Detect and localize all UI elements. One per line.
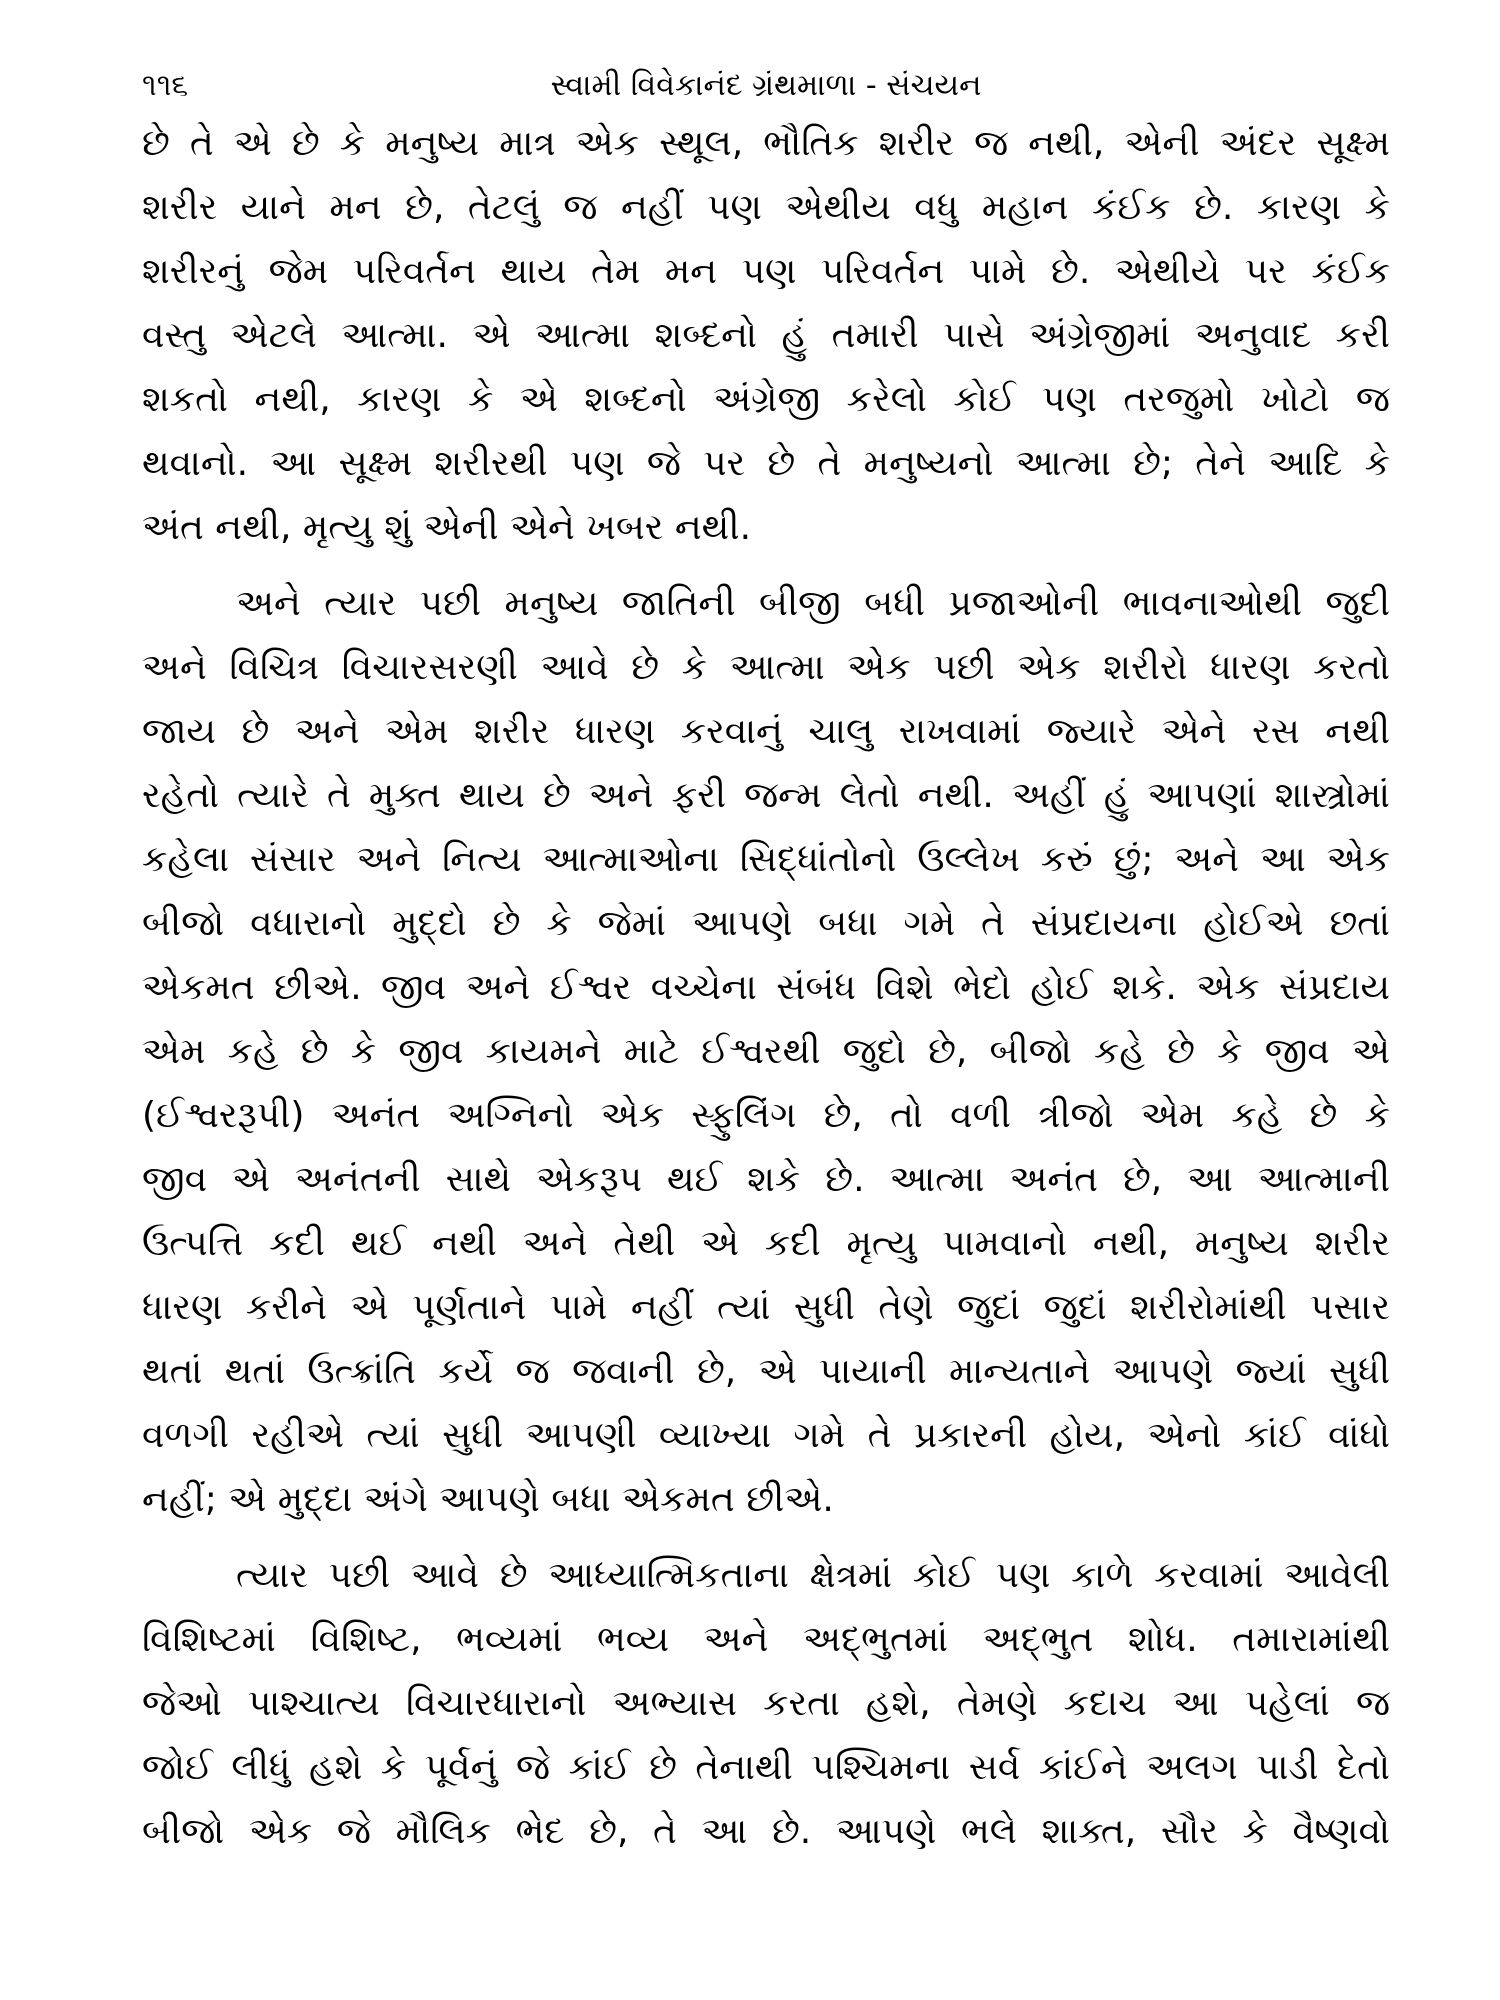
text-line: ધારણ કરીને એ પૂર્ણતાને પામે નહીં ત્યાં સુધી તેણે જુદાં જુદાં શરીરોમાંથી પસાર — [142, 1287, 1390, 1328]
text-line: શરીર યાને મન છે, તેટલું જ નહીં પણ એથીય વધુ મહાન કંઈક છે. કારણ કે — [142, 187, 1390, 228]
text-line: જાય છે અને એમ શરીર ધારણ કરવાનું ચાલુ રાખવામાં જ્યારે એને રસ નથી — [142, 711, 1390, 752]
text-line: બીજો એક જે મૌલિક ભેદ છે, તે આ છે. આપણે ભલે શાક્ત, સૌર કે વૈષ્ણવો — [142, 1811, 1390, 1852]
text-line: અંત નથી, મૃત્યુ શું એની એને ખબર નથી. — [142, 507, 752, 548]
paragraph-2 — [142, 572, 1390, 1532]
text-line: ત્યાર પછી આવે છે આધ્યાત્મિકતાના ક્ષેત્રમાં કોઈ પણ કાળે કરવામાં આવેલી — [236, 1555, 1390, 1596]
text-line: થવાનો. આ સૂક્ષ્મ શરીરથી પણ જે પર છે તે મનુષ્યનો આત્મા છે; તેને આદિ કે — [142, 443, 1390, 484]
page-number: ૧૧૬ — [142, 68, 189, 103]
text-line: જોઈ લીધું હશે કે પૂર્વનું જે કાંઈ છે તેનાથી પશ્ચિમના સર્વ કાંઈને અલગ પાડી દેતો — [142, 1747, 1390, 1788]
text-line: રહેતો ત્યારે તે મુક્ત થાય છે અને ફરી જન્મ લેતો નથી. અહીં હું આપણાં શાસ્ત્રોમાં — [142, 775, 1390, 816]
text-line: અને ત્યાર પછી મનુષ્ય જાતિની બીજી બધી પ્રજાઓની ભાવનાઓથી જુદી — [236, 583, 1390, 624]
text-line: (ઈશ્વરરૂપી) અનંત અગ્નિનો એક સ્ફુલિંગ છે, તો વળી ત્રીજો એમ કહે છે કે — [142, 1095, 1390, 1136]
text-line: નહીં; એ મુદ્દા અંગે આપણે બધા એકમત છીએ. — [142, 1479, 834, 1520]
body-text — [142, 112, 1390, 1864]
text-line: વસ્તુ એટલે આત્મા. એ આત્મા શબ્દનો હું તમારી પાસે અંગ્રેજીમાં અનુવાદ કરી — [142, 315, 1390, 356]
text-line: વળગી રહીએ ત્યાં સુધી આપણી વ્યાખ્યા ગમે તે પ્રકારની હોય, એનો કાંઈ વાંધો — [142, 1415, 1390, 1456]
text-line: બીજો વધારાનો મુદ્દો છે કે જેમાં આપણે બધા ગમે તે સંપ્રદાયના હોઈએ છતાં — [142, 903, 1390, 944]
running-head — [142, 62, 1390, 110]
text-line: કહેલા સંસાર અને નિત્ય આત્માઓના સિદ્ધાંતોનો ઉલ્લેખ કરું છું; અને આ એક — [142, 839, 1390, 880]
text-line: થતાં થતાં ઉત્ક્રાંતિ કર્યે જ જવાની છે, એ પાયાની માન્યતાને આપણે જ્યાં સુધી — [142, 1351, 1390, 1392]
book-title: સ્વામી વિવેકાનંદ ગ્રંથમાળા - સંચયન — [550, 68, 982, 103]
text-line: એકમત છીએ. જીવ અને ઈશ્વર વચ્ચેના સંબંધ વિશે ભેદો હોઈ શકે. એક સંપ્રદાય — [142, 967, 1390, 1008]
text-line: શરીરનું જેમ પરિવર્તન થાય તેમ મન પણ પરિવર્તન પામે છે. એથીયે પર કંઈક — [142, 251, 1390, 292]
paragraph-1 — [142, 112, 1390, 560]
text-line: એમ કહે છે કે જીવ કાયમને માટે ઈશ્વરથી જુદો છે, બીજો કહે છે કે જીવ એ — [142, 1031, 1390, 1072]
paragraph-3 — [142, 1544, 1390, 1864]
text-line: ઉત્પત્તિ કદી થઈ નથી અને તેથી એ કદી મૃત્યુ પામવાનો નથી, મનુષ્ય શરીર — [142, 1223, 1390, 1264]
text-line: જીવ એ અનંતની સાથે એકરૂપ થઈ શકે છે. આત્મા અનંત છે, આ આત્માની — [142, 1159, 1390, 1200]
text-line: છે તે એ છે કે મનુષ્ય માત્ર એક સ્થૂલ, ભૌતિક શરીર જ નથી, એની અંદર સૂક્ષ્મ — [142, 123, 1390, 164]
text-line: અને વિચિત્ર વિચારસરણી આવે છે કે આત્મા એક પછી એક શરીરો ધારણ કરતો — [142, 647, 1390, 688]
text-line: વિશિષ્ટમાં વિશિષ્ટ, ભવ્યમાં ભવ્ય અને અદ્ભુતમાં અદ્ભુત શોધ. તમારામાંથી — [142, 1619, 1390, 1660]
text-line: શકતો નથી, કારણ કે એ શબ્દનો અંગ્રેજી કરેલો કોઈ પણ તરજુમો ખોટો જ — [142, 379, 1390, 420]
text-line: જેઓ પાશ્ચાત્ય વિચારધારાનો અભ્યાસ કરતા હશે, તેમણે કદાચ આ પહેલાં જ — [142, 1683, 1390, 1724]
